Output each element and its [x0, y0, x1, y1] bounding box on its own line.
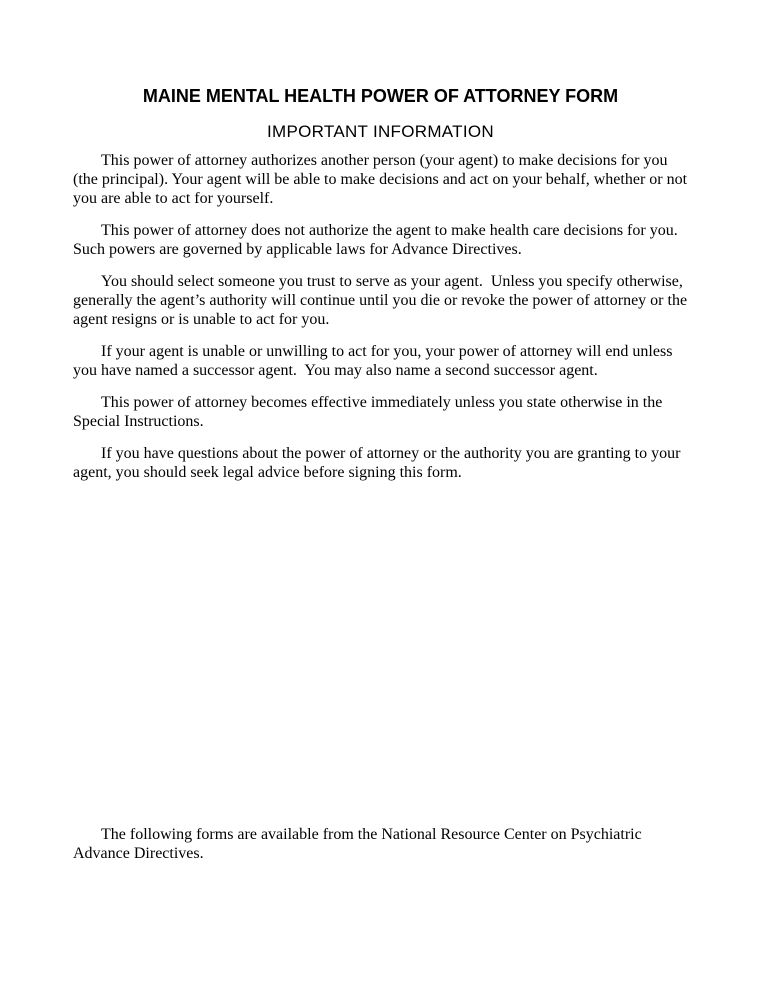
paragraph-6: If you have questions about the power of attorney or the authority you are granting to your agent, you should seek legal advice before signing this form. — [73, 445, 685, 481]
document-subtitle: IMPORTANT INFORMATION — [267, 122, 494, 141]
paragraph-3: You should select someone you trust to serve as your agent. Unless you specify otherwise, generally the agent’s authority will continue until you die or revoke the power of attorney or the agent resigns or is unable to act for you. — [73, 273, 692, 328]
document-title: MAINE MENTAL HEALTH POWER OF ATTORNEY FORM — [142, 86, 619, 106]
paragraph-4: If your agent is unable or unwilling to act for you, your power of attorney will end unless you have named a successor agent. You may also name a second successor agent. — [73, 343, 677, 379]
footer-paragraph: The following forms are available from the National Resource Center on Psychiatric Advance Directives. — [73, 826, 645, 862]
paragraph-2: This power of attorney does not authorize the agent to make health care decisions for you. Such powers are governed by applicable laws for Advance Directives. — [73, 222, 682, 258]
paragraph-5: This power of attorney becomes effective immediately unless you state otherwise in the Special Instructions. — [73, 394, 667, 430]
blank-space — [73, 495, 688, 825]
paragraph-1: This power of attorney authorizes another person (your agent) to make decisions for you (the principal). Your agent will be able to make decisions and act on your behalf, whether or not you are able to act for yourself. — [73, 152, 692, 207]
